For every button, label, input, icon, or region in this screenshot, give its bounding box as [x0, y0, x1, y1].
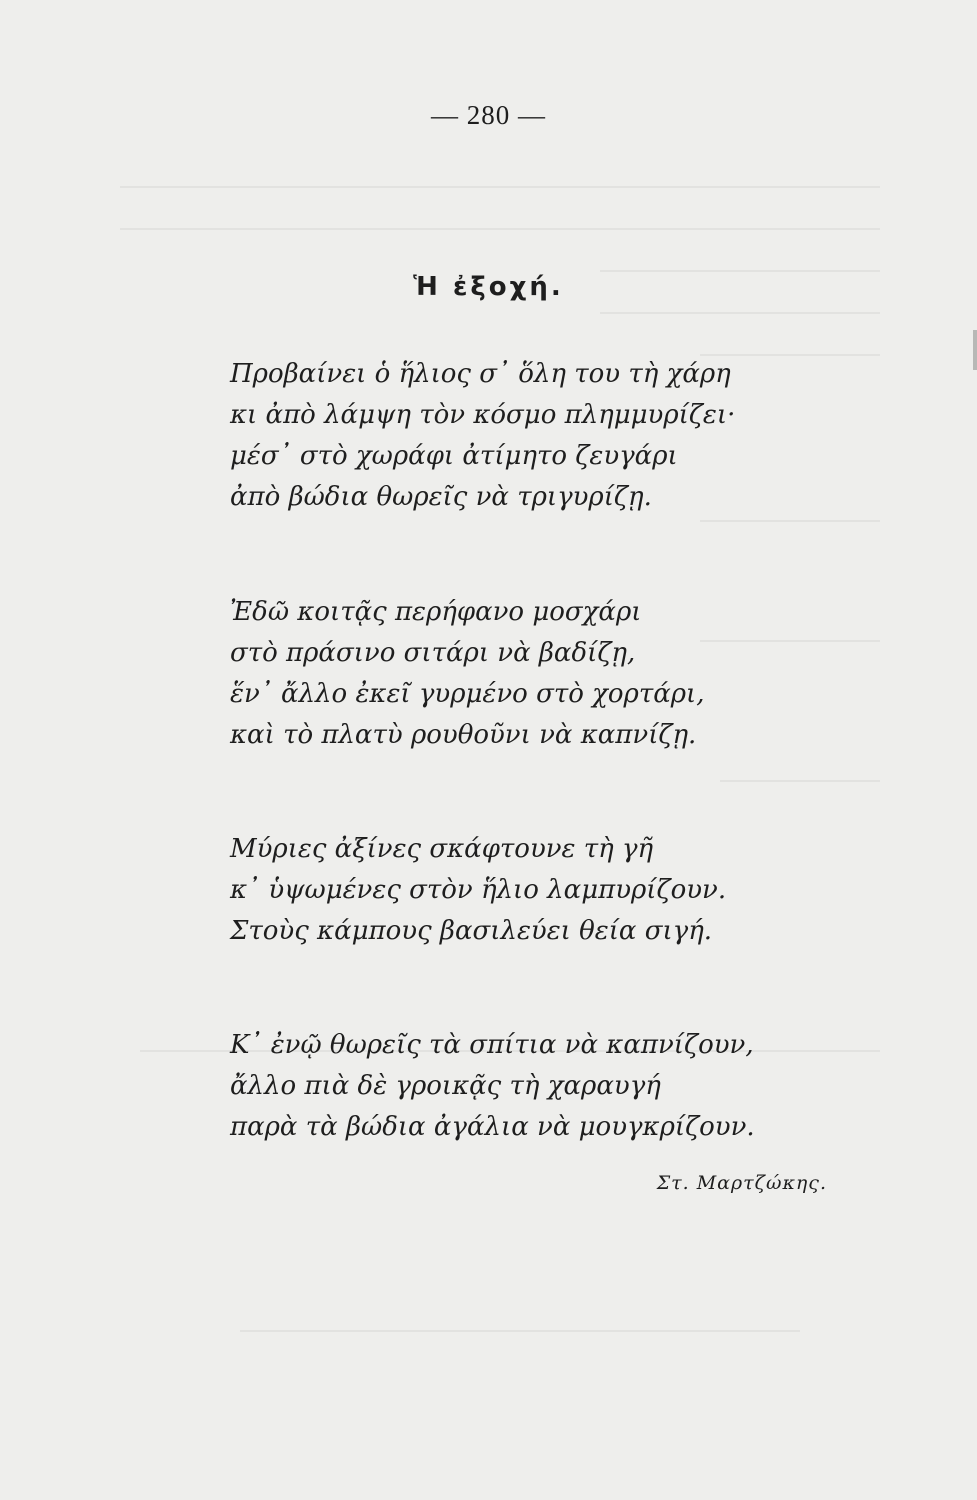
- verse-line: Στοὺς κάμπους βασιλεύει θεία σιγή.: [230, 916, 713, 946]
- bleed-through-mark: [240, 1330, 800, 1332]
- stanza: [230, 829, 790, 952]
- verse-line: στὸ πράσινο σιτάρι νὰ βαδίζῃ,: [230, 638, 636, 668]
- poem-title: Ἡ ἐξοχή.: [413, 272, 564, 302]
- verse-line: παρὰ τὰ βώδια ἀγάλια νὰ μουγκρίζουν.: [230, 1112, 755, 1142]
- stanza: [230, 1025, 790, 1148]
- stanza: [230, 592, 790, 756]
- verse-line: Προβαίνει ὁ ἥλιος σ᾽ ὅλη του τὴ χάρη: [230, 359, 731, 389]
- verse-line: ἄλλο πιὰ δὲ γροικᾷς τὴ χαραυγή: [230, 1071, 661, 1101]
- stanza: [230, 354, 790, 518]
- verse-line: καὶ τὸ πλατὺ ρουθοῦνι νὰ καπνίζῃ.: [230, 720, 697, 750]
- bleed-through-mark: [700, 520, 880, 522]
- page-edge-mark: [973, 330, 977, 370]
- verse-line: Μύριες ἀξίνες σκάφτουνε τὴ γῆ: [230, 834, 654, 864]
- verse-line: Ἐδῶ κοιτᾷς περήφανο μοσχάρι: [230, 597, 642, 627]
- bleed-through-mark: [120, 186, 880, 188]
- author-signature: Στ. Μαρτζώκης.: [656, 1172, 827, 1194]
- bleed-through-mark: [600, 312, 880, 314]
- verse-line: ἀπὸ βώδια θωρεῖς νὰ τριγυρίζῃ.: [230, 482, 652, 512]
- bleed-through-mark: [120, 228, 880, 230]
- verse-line: κι ἀπὸ λάμψη τὸν κόσμο πλημμυρίζει·: [230, 400, 736, 430]
- verse-line: κ᾽ ὑψωμένες στὸν ἥλιο λαμπυρίζουν.: [230, 875, 727, 905]
- bleed-through-mark: [720, 780, 880, 782]
- verse-line: ἕν᾽ ἄλλο ἐκεῖ γυρμένο στὸ χορτάρι,: [230, 679, 705, 709]
- verse-line: Κ᾽ ἐνῷ θωρεῖς τὰ σπίτια νὰ καπνίζουν,: [230, 1030, 754, 1060]
- page-number: — 280 —: [431, 100, 546, 130]
- verse-line: μέσ᾽ στὸ χωράφι ἀτίμητο ζευγάρι: [230, 441, 678, 471]
